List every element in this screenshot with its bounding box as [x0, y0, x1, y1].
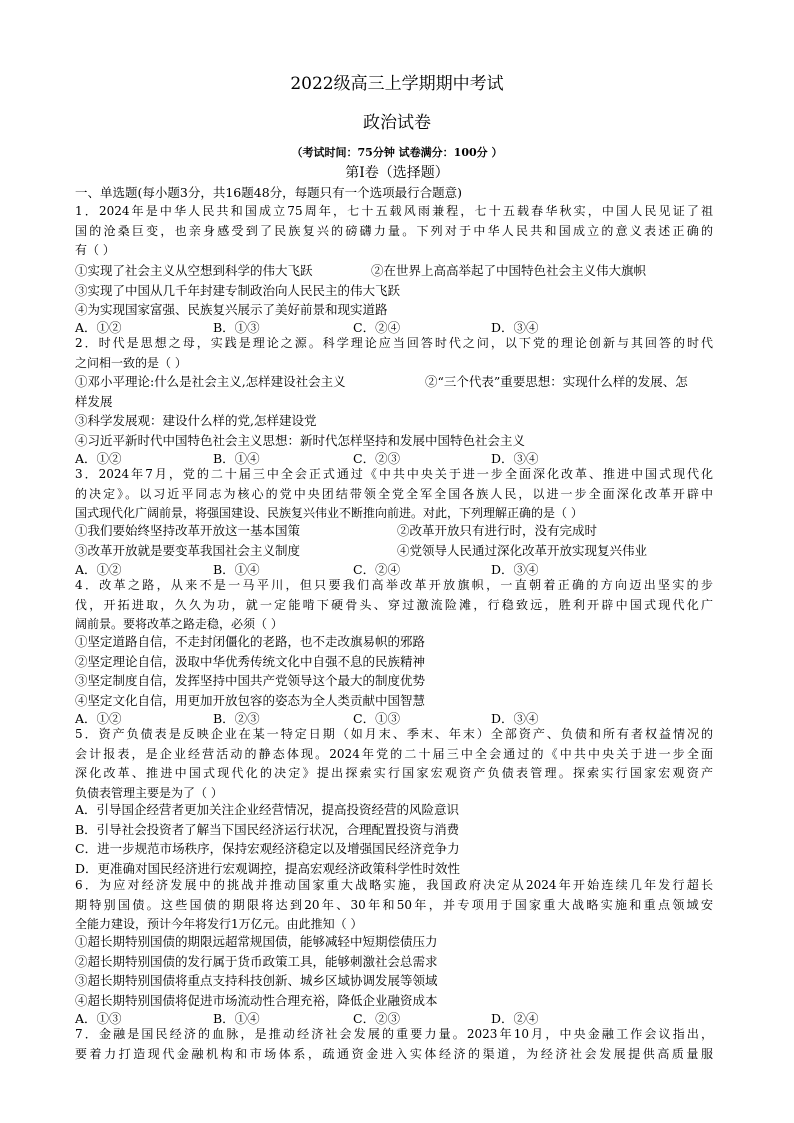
answer-d: D．③④: [491, 562, 539, 577]
question-6-options: [75, 932, 725, 1010]
option-2: ②“三个代表”重要思想：实现什么样的发展、怎: [425, 374, 688, 389]
answer-c: C．②④: [353, 320, 401, 335]
question-6-stem: [75, 876, 713, 935]
option-3: ③科学发展观：建设什么样的党,怎样建设党: [75, 413, 317, 428]
stem-line: 期特别国债。这些国债的期限将达到20年、30年和50年，并专项用于国家重大战略实施和重点领域安: [75, 897, 713, 912]
answer-c: C．②③: [353, 451, 401, 466]
stem-line: 3．2024年7月，党的二十届三中全会正式通过《中共中央关于进一步全面深化改革、推进中国式现代化: [75, 467, 713, 481]
option-3: ③坚定制度自信，发挥坚持中国共产党领导这个最大的制度优势: [75, 673, 426, 688]
option-4: ④党领导人民通过深化改革开放实现复兴伟业: [397, 542, 648, 558]
stem-line: 全能力建设，预计今年将发行1万亿元。由此推知（ ）: [75, 917, 363, 931]
option-1: ①邓小平理论:什么是社会主义,怎样建设社会主义: [75, 374, 346, 389]
section-heading: 一、单选题(每小题3分，共16题48分，每题只有一个选项最行合题意): [75, 185, 463, 200]
stem-line: 深化改革、推进中国式现代化的决定》提出探索实行国家宏观资产负债表管理。探索实行国家宏观资产: [75, 766, 713, 780]
option-1: ①超长期特别国债的期限远超常规国债，能够减轻中短期偿债压力: [75, 934, 438, 949]
option-2-cont: 样发展: [75, 393, 113, 409]
option-a: A．引导国企经营者更加关注企业经营情况，提高投资经营的风险意识: [75, 802, 460, 817]
answer-b: B．①③: [213, 320, 260, 335]
exam-title: 2022级高三上学期期中考试: [290, 74, 504, 94]
answer-c: C．①③: [353, 711, 401, 726]
question-2-options: [75, 372, 725, 450]
option-4: ④习近平新时代中国特色社会主义思想：新时代怎样坚持和发展中国特色社会主义: [75, 432, 526, 448]
option-2: ②超长期特别国债的发行属于货币政策工具，能够刺激社会总需求: [75, 953, 438, 969]
option-2: ②改革开放只有进行时，没有完成时: [397, 523, 598, 538]
stem-line: 5．资产负债表是反映企业在某一特定日期（如月末、季末、年末）全部资产、负债和所有者权益情况的: [75, 727, 713, 741]
question-3-options: [75, 521, 725, 560]
stem-line: 6．为应对经济发展中的挑战并推动国家重大战略实施，我国政府决定从2024年开始连续几年发行超长: [75, 878, 713, 892]
option-3: ③改革开放就是要变革我国社会主义制度: [75, 542, 301, 558]
question-1-stem: [75, 202, 713, 261]
question-5-options: [75, 800, 725, 878]
option-3: ③实现了中国从几千年封建专制政治向人民民主的伟大飞跃: [75, 282, 401, 298]
answer-b: B．①④: [213, 562, 260, 577]
answer-c: C．②④: [353, 562, 401, 577]
answer-d: D．③④: [491, 451, 539, 466]
answer-a: A．①③: [75, 1011, 122, 1026]
volume-heading: 第Ⅰ卷（选择题）: [345, 165, 449, 181]
answer-d: D．③④: [491, 320, 539, 335]
option-d: D．更准确对国民经济进行宏观调控，提高宏观经济政策科学性时效性: [75, 860, 461, 876]
stem-line: 4．改革之路，从来不是一马平川，但只要我们高举改革开放旗帜，一直朝着正确的方向迈出坚实的步: [75, 578, 713, 592]
option-4: ④为实现国家富强、民族复兴展示了美好前景和现实道路: [75, 302, 388, 317]
option-b: B．引导社会投资者了解当下国民经济运行状况，合理配置投资与消费: [75, 821, 460, 837]
question-4-stem: [75, 576, 713, 635]
option-1: ①坚定道路自信，不走封闭僵化的老路，也不走改旗易帜的邪路: [75, 634, 426, 649]
question-4-options: [75, 632, 725, 710]
question-3-stem: [75, 465, 713, 524]
stem-line: 7．金融是国民经济的血脉，是推动经济社会发展的重要力量。2023年10月，中央金融工作会议指出，: [75, 1027, 713, 1041]
stem-line: 伐，开拓进取，久久为功，就一定能啃下硬骨头、穿过激流险滩，行稳致远，胜利开辟中国式现代化广: [75, 597, 713, 612]
stem-line: 1．2024年是中华人民共和国成立75周年，七十五载风雨兼程，七十五载春华秋实，中国人民见证了祖: [75, 204, 713, 218]
answer-a: A．①②: [75, 320, 122, 335]
answer-b: B．②③: [213, 711, 260, 726]
stem-line: 的决定》。以习近平同志为核心的党中央团结带领全党全军全国各族人民，以进一步全面深化改革开辟中: [75, 486, 713, 501]
option-1: ①实现了社会主义从空想到科学的伟大飞跃: [75, 263, 313, 278]
question-7-stem: [75, 1025, 713, 1064]
stem-line: 2．时代是思想之母，实践是理论之源。科学理论应当回答时代之问，以下党的理论创新与其回答的时代: [75, 336, 713, 350]
option-2: ②在世界上高高举起了中国特色社会主义伟大旗帜: [371, 263, 647, 278]
option-c: C．进一步规范市场秩序，保持宏观经济稳定以及增强国民经济竞争力: [75, 841, 460, 856]
answer-c: C．②③: [353, 1011, 401, 1026]
answer-a: A．①②: [75, 451, 122, 466]
stem-line: 国的沧桑巨变，也亲身感受到了民族复兴的磅礴力量。下列对于中华人民共和国成立的意义表述正确的: [75, 223, 713, 238]
stem-line: 会计报表，是企业经营活动的静态体现。2024年党的二十届三中全会通过的《中共中央关于进一步全面: [75, 746, 713, 761]
stem-line: 阔前景。要将改革之路走稳，必须（ ）: [75, 617, 283, 631]
stem-line: 负债表管理主要是为了（ ）: [75, 785, 223, 800]
answer-d: D．②④: [491, 1011, 539, 1026]
answer-b: B．①④: [213, 451, 260, 466]
question-2-stem: [75, 334, 713, 373]
option-1: ①我们要始终坚持改革开放这一基本国策: [75, 523, 301, 538]
answer-b: B．①④: [213, 1011, 260, 1026]
stem-line: 有（ ）: [75, 243, 115, 257]
answer-d: D．③④: [491, 711, 539, 726]
answer-a: A．①②: [75, 711, 122, 726]
exam-subject: 政治试卷: [363, 113, 431, 133]
option-4: ④超长期特别国债将促进市场流动性合理充裕，降低企业融资成本: [75, 992, 438, 1008]
question-5-stem: [75, 725, 713, 803]
stem-line: 国式现代化广阔前景，将强国建设、民族复兴伟业不断推向前进。对此，下列理解正确的是（ ）: [75, 506, 583, 520]
stem-line: 之问相一致的是（ ）: [75, 355, 187, 370]
option-3: ③超长期特别国债将重点支持科技创新、城乡区域协调发展等领域: [75, 973, 438, 988]
question-1-options: [75, 261, 725, 320]
option-2: ②坚定理论自信，汲取中华优秀传统文化中自强不息的民族精神: [75, 653, 426, 669]
option-4: ④坚定文化自信，用更加开放包容的姿态为全人类贡献中国智慧: [75, 692, 426, 708]
answer-a: A．①②: [75, 562, 122, 577]
exam-info: （考试时间：75分钟 试卷满分：100分 ）: [291, 146, 503, 159]
stem-line: 要着力打造现代金融机构和市场体系，疏通资金进入实体经济的渠道，为经济社会发展提供高质量服: [75, 1046, 713, 1061]
